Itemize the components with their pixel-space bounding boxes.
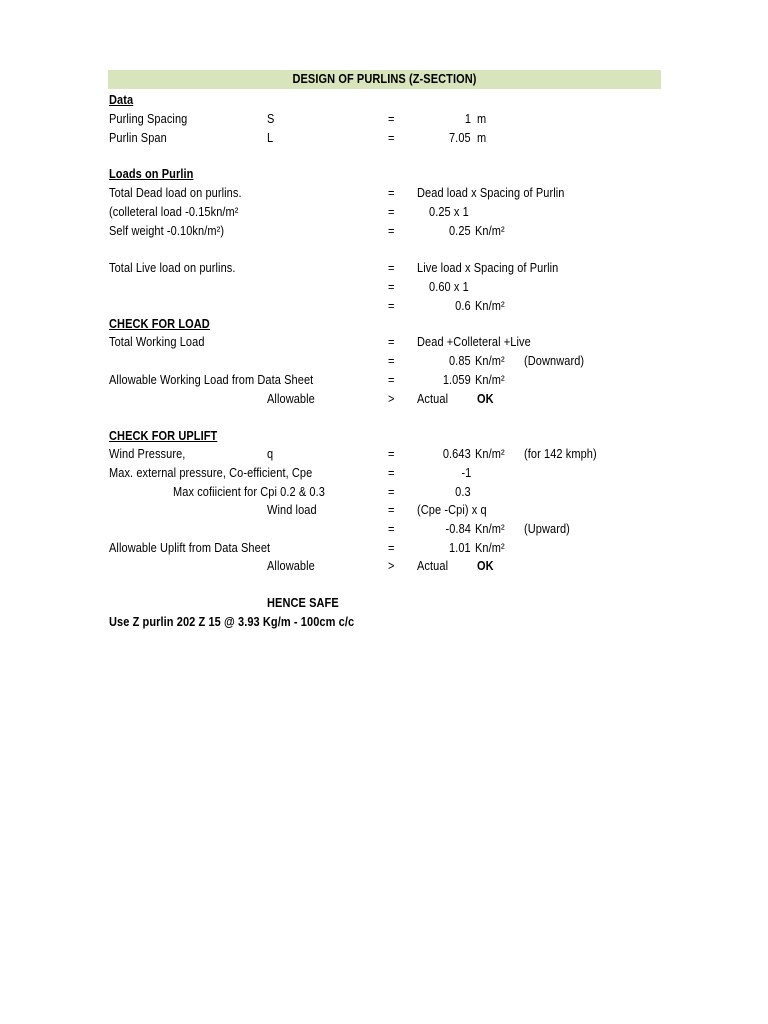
load-allowable-label: Allowable xyxy=(267,392,315,406)
allowable-uplift-label: Allowable Uplift from Data Sheet xyxy=(109,541,271,555)
check-load-heading: CHECK FOR LOAD xyxy=(109,317,210,331)
wind-pressure-note: (for 142 kmph) xyxy=(524,447,597,461)
uplift-allowable-label: Allowable xyxy=(267,559,315,573)
allowable-working-load-value: 1.059 xyxy=(443,373,471,387)
spacing-label: Purling Spacing xyxy=(109,112,188,126)
wind-load-value-equals: = xyxy=(388,522,395,536)
span-unit: m xyxy=(477,131,487,145)
span-symbol: L xyxy=(267,131,274,145)
uplift-compare-operator: > xyxy=(388,559,395,573)
wind-load-formula: (Cpe -Cpi) x q xyxy=(417,503,487,517)
hence-safe-label: HENCE SAFE xyxy=(267,596,339,610)
self-weight-unit: Kn/m² xyxy=(475,224,505,238)
span-equals: = xyxy=(388,131,395,145)
load-actual-label: Actual xyxy=(417,392,449,406)
wind-load-value: -0.84 xyxy=(445,522,471,536)
cpe-label: Max. external pressure, Co-efficient, Cpe xyxy=(109,466,313,480)
span-value: 7.05 xyxy=(449,131,471,145)
total-working-load-unit: Kn/m² xyxy=(475,354,505,368)
live-calc-equals: = xyxy=(388,280,395,294)
purlin-selection: Use Z purlin 202 Z 15 @ 3.93 Kg/m - 100cm c/c xyxy=(109,615,355,629)
wind-pressure-unit: Kn/m² xyxy=(475,447,505,461)
wind-load-equals: = xyxy=(388,503,395,517)
live-load-label: Total Live load on purlins. xyxy=(109,261,236,275)
spacing-unit: m xyxy=(477,112,487,126)
allowable-uplift-equals: = xyxy=(388,541,395,555)
loads-heading: Loads on Purlin xyxy=(109,167,194,181)
colleteral-load-label: (colleteral load -0.15kn/m² xyxy=(109,205,239,219)
wind-pressure-label: Wind Pressure, xyxy=(109,447,186,461)
total-value-equals: = xyxy=(388,354,395,368)
wind-pressure-symbol: q xyxy=(267,447,274,461)
spacing-equals: = xyxy=(388,112,395,126)
allowable-working-load-label: Allowable Working Load from Data Sheet xyxy=(109,373,314,387)
self-weight-value: 0.25 xyxy=(449,224,471,238)
total-working-load-label: Total Working Load xyxy=(109,335,205,349)
self-weight-label: Self weight -0.10kn/m²) xyxy=(109,224,225,238)
check-uplift-heading: CHECK FOR UPLIFT xyxy=(109,429,218,443)
total-working-load-formula: Dead +Colleteral +Live xyxy=(417,335,531,349)
page-title: DESIGN OF PURLINS (Z-SECTION) xyxy=(292,72,477,86)
live-load-value: 0.6 xyxy=(455,299,471,313)
wind-pressure-value: 0.643 xyxy=(443,447,471,461)
self-weight-equals: = xyxy=(388,224,395,238)
total-working-load-note: (Downward) xyxy=(524,354,585,368)
cpi-equals: = xyxy=(388,485,395,499)
wind-load-label: Wind load xyxy=(267,503,317,517)
colleteral-equals: = xyxy=(388,205,395,219)
wind-pressure-equals: = xyxy=(388,447,395,461)
total-working-load-equals: = xyxy=(388,335,395,349)
live-load-formula: Live load x Spacing of Purlin xyxy=(417,261,559,275)
allowable-working-load-equals: = xyxy=(388,373,395,387)
cpe-equals: = xyxy=(388,466,395,480)
allowable-working-load-unit: Kn/m² xyxy=(475,373,505,387)
uplift-actual-label: Actual xyxy=(417,559,449,573)
wind-load-unit: Kn/m² xyxy=(475,522,505,536)
cpe-value: -1 xyxy=(461,466,471,480)
wind-load-note: (Upward) xyxy=(524,522,570,536)
allowable-uplift-unit: Kn/m² xyxy=(475,541,505,555)
cpi-label: Max cofiicient for Cpi 0.2 & 0.3 xyxy=(173,485,325,499)
dead-load-formula: Dead load x Spacing of Purlin xyxy=(417,186,565,200)
live-load-equals: = xyxy=(388,261,395,275)
colleteral-calc: 0.25 x 1 xyxy=(429,205,469,219)
load-check-result: OK xyxy=(477,392,494,406)
spacing-symbol: S xyxy=(267,112,275,126)
dead-load-equals: = xyxy=(388,186,395,200)
live-load-calc: 0.60 x 1 xyxy=(429,280,469,294)
cpi-value: 0.3 xyxy=(455,485,471,499)
live-value-equals: = xyxy=(388,299,395,313)
allowable-uplift-value: 1.01 xyxy=(449,541,471,555)
total-working-load-value: 0.85 xyxy=(449,354,471,368)
live-load-unit: Kn/m² xyxy=(475,299,505,313)
dead-load-label: Total Dead load on purlins. xyxy=(109,186,242,200)
span-label: Purlin Span xyxy=(109,131,167,145)
load-compare-operator: > xyxy=(388,392,395,406)
uplift-check-result: OK xyxy=(477,559,494,573)
data-heading: Data xyxy=(109,93,134,107)
spacing-value: 1 xyxy=(464,112,471,126)
